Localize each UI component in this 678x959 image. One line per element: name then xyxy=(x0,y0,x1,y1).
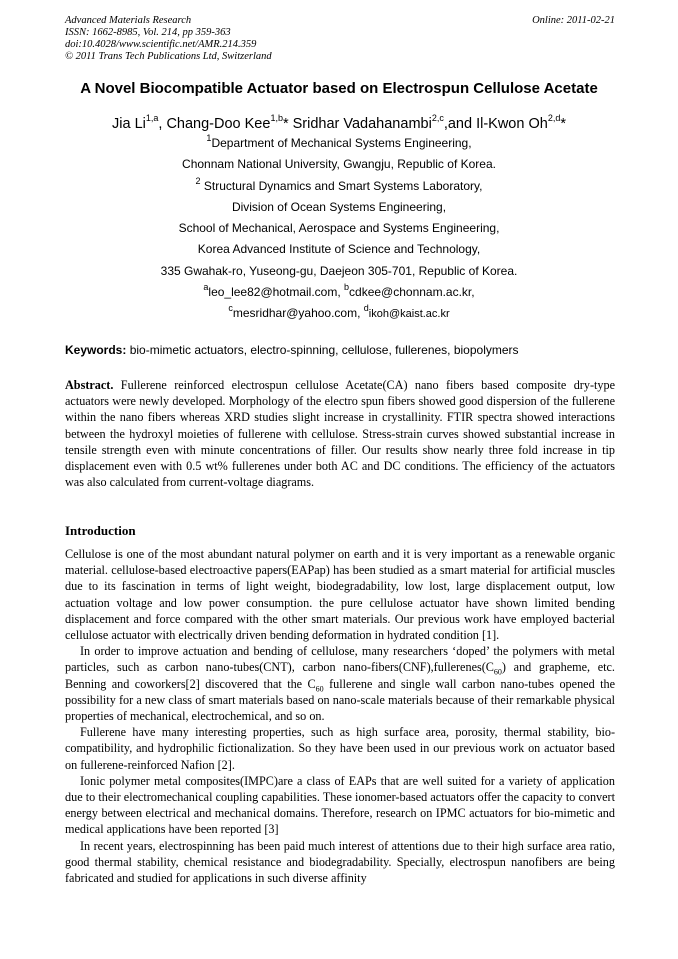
email-mark: b xyxy=(344,282,350,292)
keywords-text: bio-mimetic actuators, electro-spinning, cellulose, fullerenes, biopolymers xyxy=(126,343,519,357)
email-mark: d xyxy=(363,303,369,313)
journal-header xyxy=(65,15,615,63)
author-name: , Chang-Doo Kee xyxy=(158,116,271,132)
paragraph-text: In order to improve actuation and bending of cellulose, many researchers ‘doped’ the polymers with metal particles, such as carbon nano-tubes(CNT), carbon nano-fibers(CNF),fullerenes(C xyxy=(65,644,615,675)
email-address[interactable]: mesridhar@yahoo.com, xyxy=(232,306,364,320)
subscript: 60 xyxy=(493,667,502,677)
author-name: Jia Li xyxy=(112,116,146,132)
email-address[interactable]: leo_lee82@hotmail.com, xyxy=(208,285,344,299)
email-address[interactable]: cdkee@chonnam.ac.kr, xyxy=(349,285,475,299)
journal-copyright: © 2011 Trans Tech Publications Ltd, Switzerland xyxy=(65,51,272,62)
paragraph: Cellulose is one of the most abundant natural polymer on earth and it is very important as a renewable organic material. cellulose-based electroactive papers(EAPap) has been studied as a smart material for artificial muscles due to its fascination in terms of light weight, biodegradability, low lost, large displacement output, low actuation voltage and low power consumption. the pure cellulose actuator have shown limited bending displacement and force compared with the other smart materials. Our previous work have employed bacterial cellulose actuator with electrically driven bending deformation in hydrated condition [1]. xyxy=(65,547,615,643)
author-affiliation-mark: 2,c xyxy=(431,113,444,124)
affiliation-line xyxy=(0,176,678,193)
author-list xyxy=(0,113,678,132)
author-name: ,and Il-Kwon Oh xyxy=(443,116,548,132)
abstract-text: Fullerene reinforced electrospun cellulose Acetate(CA) nano fibers based composite dry-type actuators were newly developed. Morphology of the electro spun fibers showed good dispersion of the fullerene within the nano fibers whereas XRD studies slight increase in crystallinity. FTIR spectra showed interactions between the hydroxyl moieties of fullerene with cellulose. Stress-strain curves showed substantial increase in tensile strength even with minute concentrations of filler. Our results show nearly three fold increase in tip displacement even with 0.5 wt% fullerenes under both AC and DC conditions. The efficiency of the actuators was also calculated from current-voltage diagrams. xyxy=(65,378,615,490)
author-affiliation-mark: 1,b xyxy=(270,113,283,124)
affiliation-text: Department of Mechanical Systems Engineering, xyxy=(211,136,472,150)
author-name: * Sridhar Vadahanambi xyxy=(282,116,432,132)
affiliation-line: 335 Gwahak-ro, Yuseong-gu, Daejeon 305-701, Republic of Korea. xyxy=(160,264,518,278)
email-mark: c xyxy=(228,303,233,313)
affiliation-mark: 1 xyxy=(206,133,212,143)
section-heading: Introduction xyxy=(65,523,136,538)
email-line xyxy=(0,282,678,299)
paragraph-text: ) and grapheme, etc. Benning and coworkers[2] discovered that the C xyxy=(65,660,615,691)
email-line xyxy=(0,303,678,320)
affiliation-line: School of Mechanical, Aerospace and Systems Engineering, xyxy=(178,221,500,235)
author-affiliation-mark: 2,d xyxy=(547,113,561,124)
paragraph: In recent years, electrospinning has been paid much interest of attentions due to their high surface area ratio, good thermal stability, chemical resistance and biodegradability. Specially, electrospun nanofibers are being fabricated and studied for applications in such diverse affinity xyxy=(65,838,615,886)
keywords-label: Keywords: xyxy=(65,343,127,357)
affiliation-mark: 2 xyxy=(195,176,201,186)
affiliation-text: Structural Dynamics and Smart Systems Laboratory, xyxy=(200,179,483,193)
email-mark: a xyxy=(203,282,209,292)
affiliation-line: Division of Ocean Systems Engineering, xyxy=(231,200,447,214)
abstract-label: Abstract. xyxy=(65,378,114,392)
journal-name: Advanced Materials Research xyxy=(65,15,192,26)
introduction-body xyxy=(65,546,615,886)
corresponding-mark: * xyxy=(560,116,566,132)
affiliation-line xyxy=(0,133,678,150)
abstract xyxy=(65,377,615,490)
paragraph: Ionic polymer metal composites(IMPC)are a class of EAPs that are well suited for a variety of application due to their electromechanical coupling capabilities. These ionomer-based actuators offer the capacity to convert energy between electrical and mechanical domains. Therefore, research on IPMC actuators for bio-mimetic and medical applications have been reported [3] xyxy=(65,773,615,837)
journal-issn: ISSN: 1662-8985, Vol. 214, pp 359-363 xyxy=(65,27,231,38)
author-affiliation-mark: 1,a xyxy=(145,113,159,124)
email-address[interactable]: ikoh@kaist.ac.kr xyxy=(368,308,450,320)
paragraph xyxy=(65,643,615,724)
affiliation-line: Chonnam National University, Gwangju, Republic of Korea. xyxy=(182,157,496,171)
subscript: 60 xyxy=(315,684,324,694)
affiliation-line: Korea Advanced Institute of Science and Technology, xyxy=(197,242,481,256)
paper-title: A Novel Biocompatible Actuator based on Electrospun Cellulose Acetate xyxy=(80,80,598,97)
paragraph-text: fullerene and single wall carbon nano-tubes opened the possibility for a new class of smart materials based on nano-scale materials because of their remarkable physical properties of mechanical, electrochemical, and so on. xyxy=(65,676,616,724)
keywords xyxy=(65,343,615,357)
paragraph: Fullerene have many interesting properties, such as high surface area, porosity, thermal stability, bio-compatibility, and hydrophilic fictionalization. So they have been used in our previous work on actuator based on fullerene-reinforced Nafion [2]. xyxy=(65,725,615,772)
online-date: Online: 2011-02-21 xyxy=(532,15,615,26)
journal-doi[interactable]: doi:10.4028/www.scientific.net/AMR.214.359 xyxy=(65,39,257,50)
